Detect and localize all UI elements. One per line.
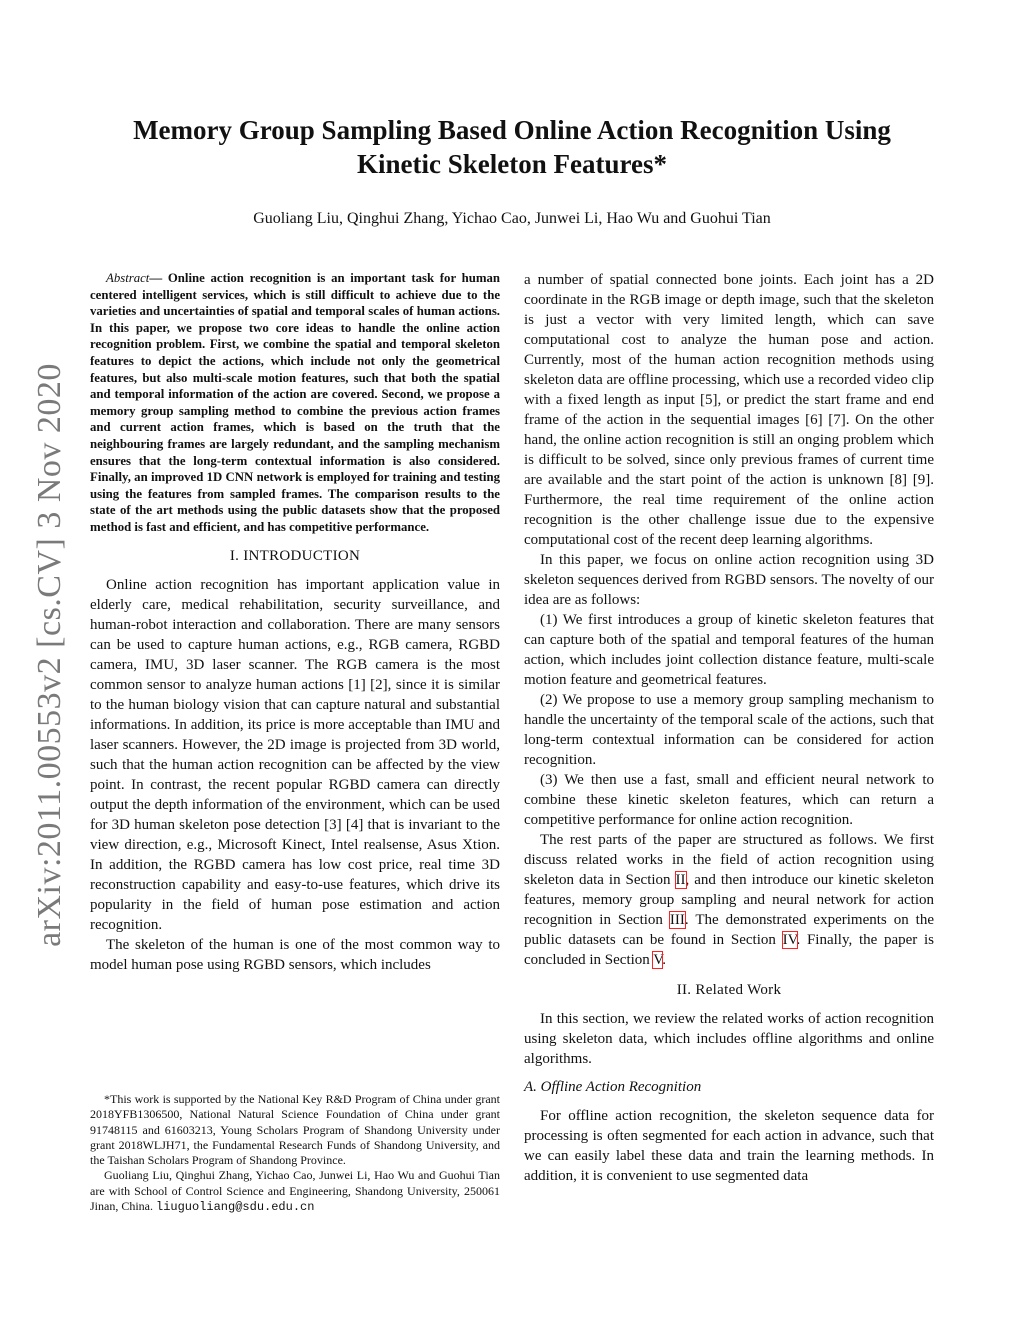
subsection-heading-offline: A. Offline Action Recognition bbox=[524, 1079, 702, 1095]
structure-text-d: . Finally, the paper is concluded in Section bbox=[524, 932, 935, 968]
body-paragraph-focus: In this paper, we focus on online action recognition using 3D skeleton sequences derived from RGBD sensors. The novelty of our idea are as follows: bbox=[524, 552, 934, 608]
related-work-intro: In this section, we review the related works of action recognition using skeleton data, which includes offline algorithms and online algorithms. bbox=[524, 1011, 934, 1067]
structure-text-c: . The demonstrated experiments on the public datasets can be found in Section bbox=[524, 912, 935, 948]
title-line-2: Kinetic Skeleton Features* bbox=[357, 149, 667, 179]
abstract-label: Abstract bbox=[106, 271, 150, 285]
structure-text-a: The rest parts of the paper are structured as follows. We first discuss related works in the field of action recognition using skeleton data in Section bbox=[524, 832, 934, 888]
arxiv-identifier bbox=[20, 350, 80, 960]
structure-text-b: , and then introduce our kinetic skeleton features, memory group sampling and neural network for action recognition in Section bbox=[524, 872, 934, 928]
section-heading-related-work: II. Related Work bbox=[676, 982, 782, 998]
contribution-1: (1) We first introduces a group of kinetic skeleton features that can capture both of the spatial and temporal features of the human action, which includes joint collection distance feature, multi-scale motion feature and geometrical features. bbox=[524, 612, 934, 688]
author-list: Guoliang Liu, Qinghui Zhang, Yichao Cao, Junwei Li, Hao Wu and Guohui Tian bbox=[253, 210, 771, 227]
author-email-link[interactable]: liuguoliang@sdu.edu.cn bbox=[156, 1200, 315, 1215]
arxiv-id-text: arXiv:2011.00553v2 [cs.CV] 3 Nov 2020 bbox=[31, 363, 69, 947]
intro-paragraph-2: The skeleton of the human is one of the most common way to model human pose using RGBD sensors, which includes bbox=[90, 936, 500, 973]
section-ref-III-link[interactable]: III bbox=[669, 912, 685, 928]
intro-paragraph-1: Online action recognition has important application value in elderly care, medical rehabilitation, security surveillance, and human-robot interaction and collaboration. There are many sensors can be used to capture human actions, e.g., RGB camera, RGBD camera, IMU, 3D laser scanner. The RGB camera is the most common sensor to analyze human actions [1] [2], since it is similar to the human biology vision that can capture natural and substantial informations. In addition, its price is more acceptable than IMU and laser scanners. However, the 2D image is projected from 3D world, such that the human action recognition can be affected by the view point. In contrast, the recent popular RGBD camera can directly output the depth information of the environment, which can be used for 3D human skeleton pose detection [3] [4] that is invariant to the view direction, e.g., Microsoft Kinect, Intel realsense, Asus Xtion. In addition, the RGBD camera has low cost price, real time 3D reconstruction capability and easy-to-use features, which drive its popularity in the field of human pose estimation and action recognition. bbox=[90, 576, 500, 933]
footnotes bbox=[90, 1092, 500, 1215]
contribution-3: (3) We then use a fast, small and efficient neural network to combine these kinetic skeleton features, which can return a competitive performance for online action recognition. bbox=[524, 772, 934, 828]
contribution-2: (2) We propose to use a memory group sampling mechanism to handle the uncertainty of the temporal scale of the actions, such that long-term contextual information can be considered for action recognition. bbox=[524, 692, 934, 768]
footnote-funding: *This work is supported by the National Key R&D Program of China under grant 2018YFB1306500, National Natural Science Foundation of China under grant 91748115 and 61603213, Young Scholars Program of Shandong University under grant 2018WLJH71, the Fundamental Research Funds of Shandong University, and the Taishan Scholars Program of Shandong Province. bbox=[90, 1092, 500, 1168]
paper-title bbox=[80, 113, 944, 181]
right-column bbox=[524, 270, 934, 1186]
abstract-text: Online action recognition is an important task for human centered intelligent services, which is still difficult to achieve due to the varieties and uncertainties of spatial and temporal scales of human actions. In this paper, we propose two core ideas to handle the online action recognition problem. First, we combine the spatial and temporal skeleton features to depict the actions, which include not only the geometrical features, but also multi-scale motion features, such that both the spatial and temporal information of the action are covered. Second, we propose a memory group sampling method to combine the previous action frames and current action frames, which is based on the truth that the neighbouring frames are largely redundant, and the sampling mechanism ensures that the long-term contextual information is also considered. Finally, an improved 1D CNN network is employed for training and testing using the features from sampled frames. The comparison results to the state of the art methods using the public datasets show that the proposed method is fast and efficient, and has competitive performance. bbox=[90, 271, 500, 534]
section-ref-IV-link[interactable]: IV bbox=[782, 932, 797, 948]
footnote-affiliation-text: Guoliang Liu, Qinghui Zhang, Yichao Cao, Junwei Li, Hao Wu and Guohui Tian are with School of Control Science and Engineering, Shandong University, 250061 Jinan, China. bbox=[90, 1168, 500, 1214]
left-column bbox=[90, 270, 500, 975]
section-ref-V-link[interactable]: V bbox=[653, 952, 663, 968]
section-ref-II-link[interactable]: II bbox=[675, 872, 686, 888]
offline-paragraph: For offline action recognition, the skeleton sequence data for processing is often segmented for each action in advance, such that we can easily label these data and train the learning methods. In addition, it is convenient to use segmented data bbox=[524, 1108, 934, 1184]
footnote-affiliation bbox=[90, 1168, 500, 1215]
body-paragraph-skeleton: a number of spatial connected bone joints. Each joint has a 2D coordinate in the RGB image or depth image, such that the skeleton is just a vector with very limited length, which can save computational cost to analyze the human pose and action. Currently, most of the human action recognition methods using skeleton data are offline processing, which use a recorded video clip with a fixed length as input [5], or predict the start frame and end frame of the action in the sequential images [6] [7]. On the other hand, the online action recognition is still an onging problem which is difficult to be solved, since only previous frames of current time are available and the start point of the action is unknown [8] [9]. Furthermore, the real time requirement of the online action recognition is the other challenge issue due to the expensive computational cost of the recent deep learning algorithms. bbox=[524, 272, 934, 548]
abstract-dash: — bbox=[149, 271, 163, 285]
section-heading-introduction: I. INTRODUCTION bbox=[229, 547, 361, 564]
structure-text-e: . bbox=[662, 952, 666, 968]
title-line-1: Memory Group Sampling Based Online Action Recognition Using bbox=[133, 115, 891, 145]
abstract bbox=[90, 270, 500, 536]
paper-structure-paragraph bbox=[524, 830, 934, 970]
